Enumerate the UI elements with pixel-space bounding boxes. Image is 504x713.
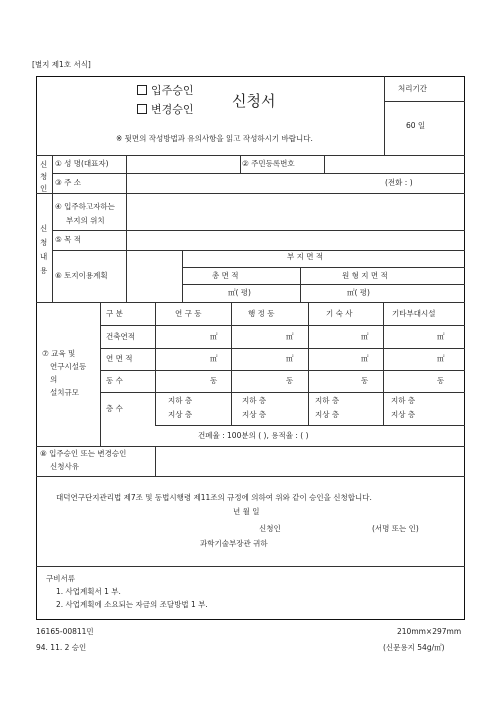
purpose-label: ⑤ 목 적 (55, 235, 81, 244)
declaration-applicant: 신청인 (259, 524, 281, 533)
location-label-line2: 부지의 위치 (66, 216, 105, 225)
facility-header-dorm: 기 숙 사 (326, 309, 353, 318)
recipient: 과학기술부장관 귀하 (200, 539, 268, 548)
row-building-area-label: 건축연적 (106, 332, 135, 341)
option-admission[interactable]: 입주승인 (137, 85, 194, 96)
row-buildings-unit: 동 (210, 376, 218, 385)
row-buildings-unit: 동 (286, 376, 294, 385)
facility-label-line1: ⑦ 교육 및 (42, 349, 76, 358)
facility-label-line4: 설치규모 (50, 388, 79, 397)
total-area-label: 총 면 적 (212, 271, 239, 280)
under-floors: 지하 층 (391, 396, 416, 405)
facility-header-research: 연 구 동 (175, 309, 202, 318)
change-reason-label-line2: 신청사유 (50, 462, 79, 471)
row-building-area-unit: ㎡ (361, 332, 369, 341)
row-buildings-unit: 동 (361, 376, 369, 385)
declaration-date[interactable]: 년 월 일 (233, 507, 260, 516)
facility-header-other: 기타부대시설 (392, 309, 436, 318)
processing-value: 60 일 (406, 121, 426, 130)
above-floors: 지상 층 (168, 410, 193, 419)
original-area-label: 원 형 지 면 적 (342, 271, 388, 280)
facility-label-line3: 의 (50, 375, 58, 384)
land-use-label: ⑥ 토지이용계획 (55, 271, 108, 280)
under-floors: 지하 층 (315, 396, 340, 405)
facility-header-admin: 행 정 동 (248, 309, 275, 318)
purpose-field[interactable] (127, 231, 464, 249)
declaration-text: 대덕연구단지관리법 제7조 및 동법시행령 제11조의 규정에 의하여 위와 같이 승인을 신청합니다. (56, 493, 372, 502)
above-floors: 지상 층 (315, 410, 340, 419)
row-building-area-unit: ㎡ (437, 332, 445, 341)
form-title: 신청서 (232, 92, 276, 110)
original-area-unit[interactable]: ㎡( 평) (347, 288, 370, 297)
rrn-label: ② 주민등록번호 (242, 159, 295, 168)
above-floors: 지상 층 (391, 410, 416, 419)
paper-type: (신문용지 54g/㎡) (383, 643, 445, 652)
paper-size: 210mm×297mm (397, 627, 462, 636)
row-buildings-unit: 동 (437, 376, 445, 385)
phone-label: (전화 : ) (385, 178, 413, 187)
location-field[interactable] (127, 194, 464, 229)
above-floors: 지상 층 (242, 410, 267, 419)
documents-title: 구비서류 (46, 574, 75, 583)
row-floors-label: 층 수 (106, 404, 123, 413)
facility-label-line2: 연구시설등 (50, 362, 87, 371)
site-area-header: 부 지 면 적 (287, 252, 324, 261)
row-floor-area-unit: ㎡ (361, 354, 369, 363)
processing-label: 처리기간 (398, 84, 427, 93)
row-floor-area-label: 연 면 적 (106, 354, 133, 363)
row-floor-area-unit: ㎡ (437, 354, 445, 363)
name-label: ① 성 명(대표자) (55, 159, 109, 168)
application-section-label: 신청내용 (40, 224, 48, 275)
row-building-area-unit: ㎡ (286, 332, 294, 341)
checkbox-icon[interactable] (137, 104, 147, 114)
under-floors: 지하 층 (242, 396, 267, 405)
row-floor-area-unit: ㎡ (286, 354, 294, 363)
address-label: ③ 주 소 (55, 178, 81, 187)
address-field[interactable] (127, 174, 464, 192)
row-building-area-unit: ㎡ (210, 332, 218, 341)
row-floor-area-unit: ㎡ (210, 354, 218, 363)
approval-date: 94. 11. 2 승인 (36, 643, 87, 652)
row-buildings-label: 동 수 (106, 376, 123, 385)
option-change[interactable]: 변경승인 (137, 104, 194, 115)
under-floors: 지하 층 (168, 396, 193, 405)
signature-label[interactable]: (서명 또는 인) (372, 524, 419, 533)
land-use-field[interactable] (127, 251, 181, 301)
location-label-line1: ④ 입주하고자하는 (55, 202, 115, 211)
change-reason-field[interactable] (156, 447, 464, 475)
rrn-field[interactable] (325, 156, 464, 172)
checkbox-icon[interactable] (137, 85, 147, 95)
name-field[interactable] (127, 156, 239, 172)
coverage-ratio[interactable]: 건폐율 : 100분의 ( ), 용적율 : ( ) (198, 431, 309, 440)
form-code: 16165-00811민 (36, 627, 94, 636)
total-area-unit[interactable]: ㎡( 평) (228, 288, 251, 297)
applicant-section-label: 신청인 (40, 160, 48, 193)
document-item: 1. 사업계획서 1 부. (56, 587, 121, 596)
change-reason-label-line1: ⑧ 입주승인 또는 변경승인 (40, 449, 127, 458)
facility-header-category: 구 분 (106, 309, 123, 318)
document-item: 2. 사업계획에 소요되는 자금의 조달방법 1 부. (56, 600, 208, 609)
notice: ※ 뒷면의 작성방법과 유의사항을 읽고 작성하시기 바랍니다. (116, 134, 313, 143)
form-number: [별지 제1호 서식] (32, 60, 91, 69)
